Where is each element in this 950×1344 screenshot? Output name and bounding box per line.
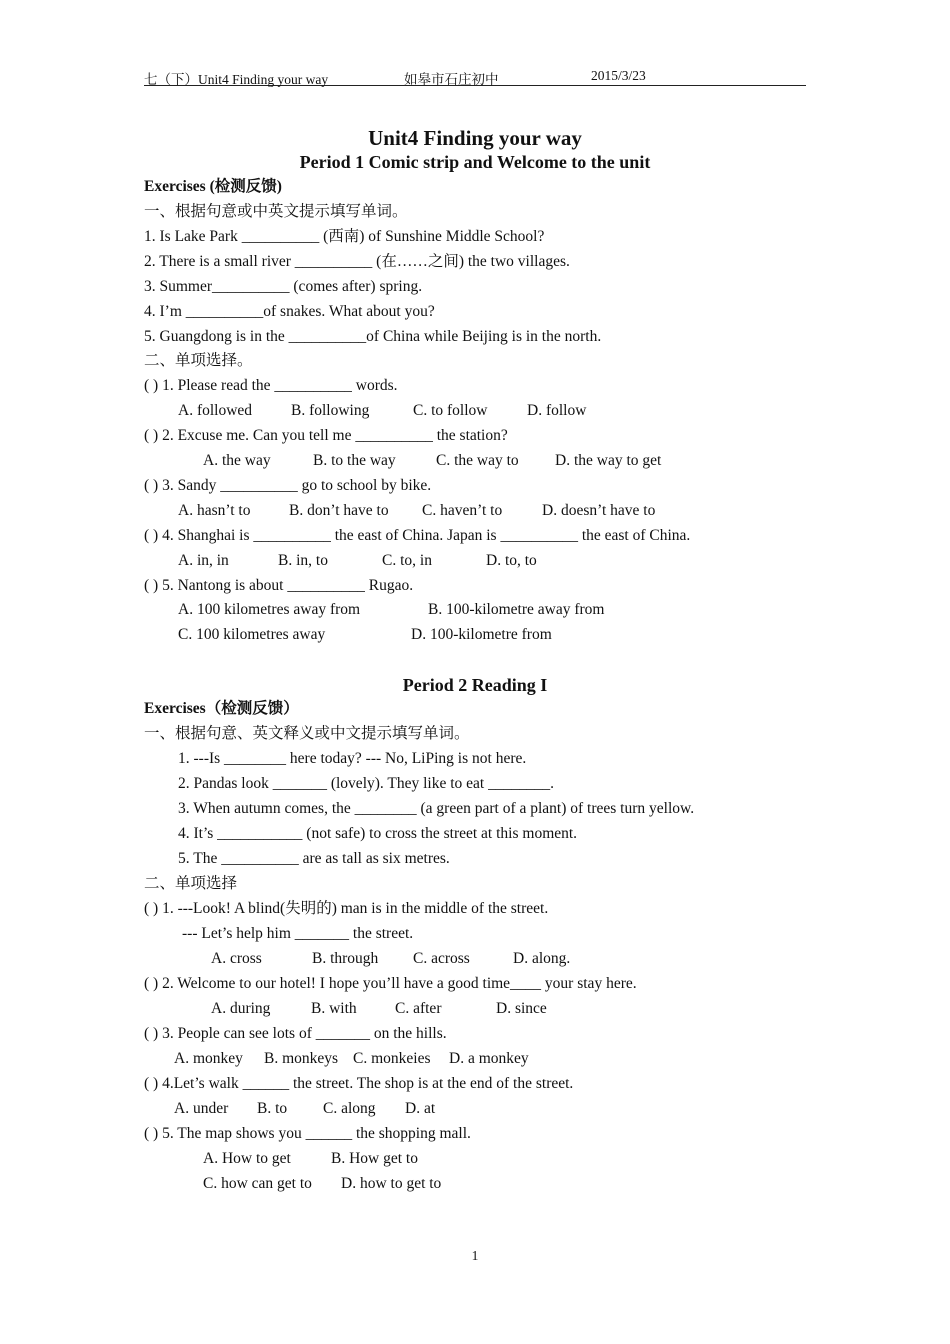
fill-item: 3. When autumn comes, the ________ (a green part of a plant) of trees turn yellow.	[178, 800, 695, 817]
fill-item: 4. It’s ___________ (not safe) to cross the street at this moment.	[178, 825, 578, 842]
question-stem: ( ) 5. The map shows you ______ the shopping mall.	[144, 1125, 471, 1142]
option: D. along.	[513, 950, 571, 967]
option: D. how to get to	[341, 1175, 442, 1192]
option: B. in, to	[278, 552, 328, 569]
option: C. haven’t to	[422, 502, 503, 519]
fill-item: 1. Is Lake Park __________ (西南) of Sunshine Middle School?	[144, 228, 545, 245]
option: D. at	[405, 1100, 436, 1117]
question-stem: ( ) 5. Nantong is about __________ Rugao.	[144, 577, 414, 594]
option: B. through	[312, 950, 379, 967]
question-stem: ( ) 2. Welcome to our hotel! I hope you’ll have a good time____ your stay here.	[144, 975, 637, 992]
option: B. 100-kilometre away from	[428, 601, 605, 618]
question-stem: ( ) 4.Let’s walk ______ the street. The shop is at the end of the street.	[144, 1075, 574, 1092]
period2-part1-heading: 一、根据句意、英文释义或中文提示填写单词。	[144, 725, 470, 742]
question-stem: ( ) 1. Please read the __________ words.	[144, 377, 398, 394]
option: D. a monkey	[449, 1050, 529, 1067]
option: D. the way to get	[555, 452, 662, 469]
option: C. along	[323, 1100, 376, 1117]
option: A. the way	[203, 452, 271, 469]
period1-exercises-label: Exercises (检测反馈)	[144, 178, 282, 195]
header-school: 如皋市石庄初中	[404, 72, 499, 87]
period1-part1-heading: 一、根据句意或中英文提示填写单词。	[144, 203, 408, 220]
option: D. to, to	[486, 552, 537, 569]
fill-item: 3. Summer__________ (comes after) spring.	[144, 278, 423, 295]
page-header	[144, 66, 806, 86]
option: B. monkeys	[264, 1050, 339, 1067]
option: B. to	[257, 1100, 288, 1117]
option: B. with	[311, 1000, 357, 1017]
option: A. cross	[211, 950, 262, 967]
fill-item: 5. The __________ are as tall as six metres.	[178, 850, 450, 867]
option: A. during	[211, 1000, 271, 1017]
fill-item: 5. Guangdong is in the __________of China while Beijing is in the north.	[144, 328, 602, 345]
option: A. hasn’t to	[178, 502, 251, 519]
question-stem: ( ) 3. People can see lots of _______ on the hills.	[144, 1025, 447, 1042]
option: D. since	[496, 1000, 547, 1017]
page-number: 1	[471, 1248, 479, 1263]
option: D. 100-kilometre from	[411, 626, 552, 643]
option: C. to follow	[413, 402, 488, 419]
option: C. after	[395, 1000, 442, 1017]
question-stem: ( ) 3. Sandy __________ go to school by bike.	[144, 477, 432, 494]
period2-part2-heading: 二、单项选择	[144, 875, 238, 892]
option: A. How to get	[203, 1150, 291, 1167]
option: C. how can get to	[203, 1175, 312, 1192]
fill-item: 4. I’m __________of snakes. What about you?	[144, 303, 435, 320]
option: B. following	[291, 402, 370, 419]
option: C. across	[413, 950, 470, 967]
option: A. in, in	[178, 552, 229, 569]
option: A. followed	[178, 402, 253, 419]
page-title: Unit4 Finding your way	[368, 126, 582, 150]
option: A. 100 kilometres away from	[178, 601, 361, 618]
question-stem: ( ) 2. Excuse me. Can you tell me __________ the station?	[144, 427, 508, 444]
period1-part2-heading: 二、单项选择。	[144, 352, 253, 369]
header-date: 2015/3/23	[591, 68, 646, 83]
option: C. 100 kilometres away	[178, 626, 326, 643]
period1-title: Period 1 Comic strip and Welcome to the unit	[299, 152, 651, 172]
option: D. follow	[527, 402, 587, 419]
option: A. monkey	[174, 1050, 243, 1067]
question-stem: ( ) 1. ---Look! A blind(失明的) man is in the middle of the street.	[144, 900, 549, 917]
option: C. the way to	[436, 452, 519, 469]
period2-exercises-label: Exercises（检测反馈）	[144, 700, 299, 717]
fill-item: 2. Pandas look _______ (lovely). They like to eat ________.	[178, 775, 554, 792]
fill-item: 1. ---Is ________ here today? --- No, LiPing is not here.	[178, 750, 527, 767]
period2-title: Period 2 Reading I	[402, 675, 548, 695]
option: D. doesn’t have to	[542, 502, 656, 519]
option: C. monkeies	[353, 1050, 431, 1067]
option: C. to, in	[382, 552, 432, 569]
question-stem: ( ) 4. Shanghai is __________ the east of China. Japan is __________ the east of China.	[144, 527, 691, 544]
question-stem-continued: --- Let’s help him _______ the street.	[182, 925, 414, 942]
option: B. to the way	[313, 452, 396, 469]
header-course: 七（下）Unit4 Finding your way	[144, 72, 329, 87]
option: A. under	[174, 1100, 229, 1117]
option: B. don’t have to	[289, 502, 389, 519]
option: B. How get to	[331, 1150, 418, 1167]
fill-item: 2. There is a small river __________ (在……之间) the two villages.	[144, 253, 570, 270]
